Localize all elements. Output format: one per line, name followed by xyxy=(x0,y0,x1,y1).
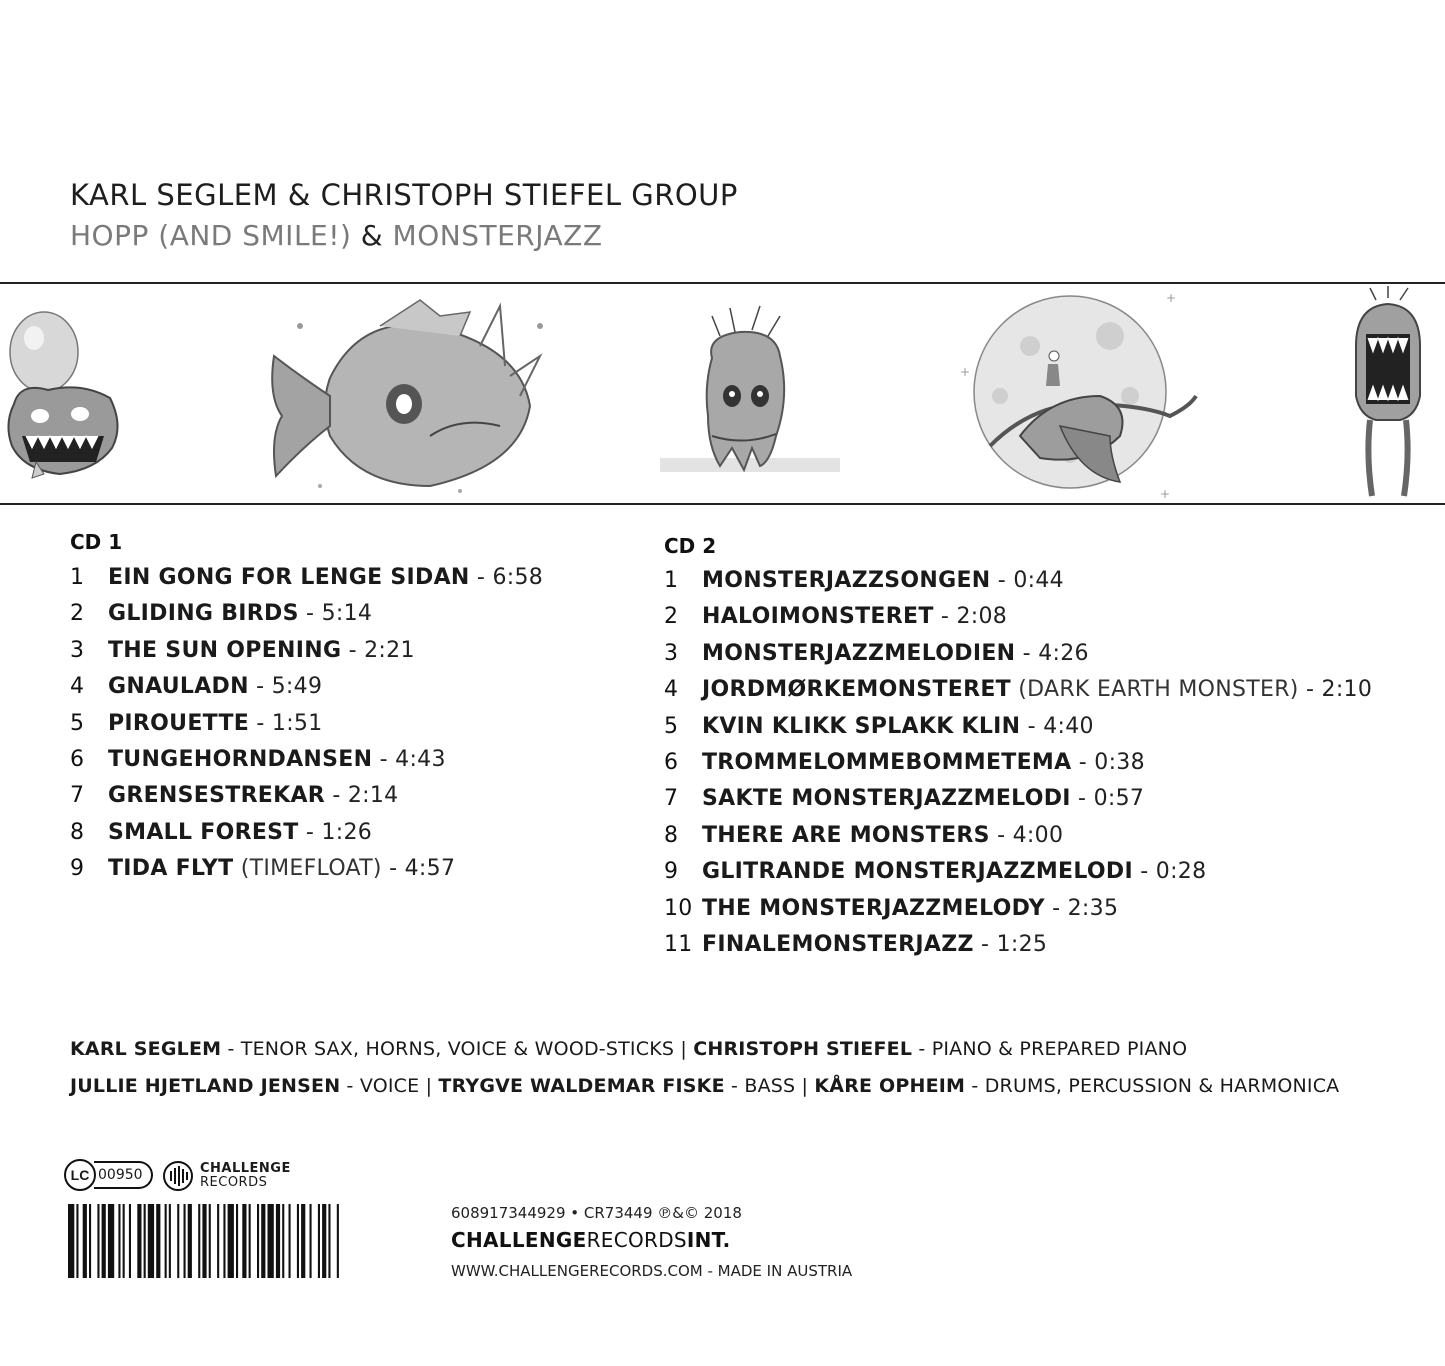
balloon-monster-icon xyxy=(8,312,117,478)
barcode-bar xyxy=(156,1204,160,1278)
track-row xyxy=(664,781,1144,817)
barcode-bar xyxy=(177,1204,179,1278)
track-title: TUNGEHORNDANSEN xyxy=(108,747,373,772)
track-duration: - 0:44 xyxy=(990,568,1064,593)
track-row xyxy=(70,669,322,705)
track-duration: - 0:38 xyxy=(1071,750,1145,775)
track-number: 11 xyxy=(664,932,693,957)
track-row xyxy=(70,596,372,632)
soundwave-icon xyxy=(162,1160,194,1192)
musician-role: - TENOR SAX, HORNS, VOICE & WOOD-STICKS | xyxy=(221,1038,694,1060)
track-title: GNAULADN xyxy=(108,674,249,700)
track-duration: - 4:26 xyxy=(1015,640,1089,666)
illustration-strip xyxy=(0,286,1445,502)
barcode-bar xyxy=(276,1204,280,1278)
barcode-bar xyxy=(188,1204,192,1278)
lc-circle-icon: LC xyxy=(64,1159,96,1191)
track-title: SAKTE MONSTERJAZZMELODI xyxy=(702,786,1071,812)
svg-text:+: + xyxy=(1166,291,1177,305)
track-title: THE MONSTERJAZZMELODY xyxy=(702,895,1045,921)
track-number: 7 xyxy=(664,786,679,812)
track-row xyxy=(664,709,1094,745)
track-duration: - 1:26 xyxy=(298,819,373,845)
track-title: THE SUN OPENING xyxy=(108,637,342,663)
barcode-bar xyxy=(76,1204,78,1278)
track-duration: - 2:08 xyxy=(933,604,1008,630)
barcode-bar xyxy=(184,1204,186,1278)
track-title: GLIDING BIRDS xyxy=(108,601,299,627)
track-number: 5 xyxy=(70,710,85,736)
track-row xyxy=(664,891,1118,927)
track-number: 8 xyxy=(664,822,679,848)
barcode-bar xyxy=(242,1204,246,1278)
bottom-divider xyxy=(0,503,1445,505)
svg-text:+: + xyxy=(1160,487,1171,501)
barcode-bar xyxy=(148,1204,154,1278)
track-number: 4 xyxy=(70,674,85,700)
barcode-bar xyxy=(217,1204,219,1278)
website-origin: WWW.CHALLENGERECORDS.COM - MADE IN AUSTRIA xyxy=(451,1262,853,1280)
barcode-bar xyxy=(83,1204,87,1278)
musician-name: CHRISTOPH STIEFEL xyxy=(693,1038,913,1060)
label-name-regular: RECORDS xyxy=(586,1228,687,1252)
track-duration: - 4:40 xyxy=(1020,713,1094,739)
musician-name: KÅRE OPHEIM xyxy=(814,1075,966,1097)
challenge-records-logo xyxy=(162,1160,291,1192)
cd2-tracklist xyxy=(664,563,1424,963)
track-title: MONSTERJAZZMELODIEN xyxy=(702,640,1016,666)
barcode-bar xyxy=(108,1204,114,1278)
artist-name: KARL SEGLEM & CHRISTOPH STIEFEL GROUP xyxy=(70,178,738,212)
barcode-bar xyxy=(228,1204,234,1278)
label-name xyxy=(451,1228,731,1252)
track-duration: - 0:28 xyxy=(1132,859,1207,885)
cd1-heading: CD 1 xyxy=(70,530,123,554)
barcode-bar xyxy=(223,1204,225,1278)
track-duration: - 2:35 xyxy=(1044,895,1119,921)
barcode-bar xyxy=(118,1204,120,1278)
track-row xyxy=(664,745,1145,781)
barcode-bar xyxy=(268,1204,274,1278)
track-row xyxy=(70,815,372,851)
track-title: SMALL FOREST xyxy=(108,819,299,845)
barcode-bar xyxy=(202,1204,206,1278)
track-row xyxy=(664,927,1047,963)
track-row xyxy=(70,706,323,742)
barcode-bar xyxy=(310,1204,312,1278)
musician-role: - BASS | xyxy=(724,1075,815,1097)
track-number: 2 xyxy=(70,601,85,627)
cd2-heading: CD 2 xyxy=(664,534,717,558)
track-number: 6 xyxy=(664,750,679,775)
track-title: THERE ARE MONSTERS xyxy=(702,822,990,848)
barcode-bar xyxy=(165,1204,167,1278)
logo-challenge-text: CHALLENGE xyxy=(200,1161,291,1176)
barcode-bar xyxy=(318,1204,320,1278)
musician-role: - VOICE | xyxy=(340,1075,439,1097)
track-row xyxy=(664,636,1089,672)
lc-code: 00950 xyxy=(94,1161,153,1189)
barcode-bar xyxy=(89,1204,91,1278)
track-duration: - 2:21 xyxy=(341,637,415,663)
barcode-bar xyxy=(123,1204,125,1278)
track-number: 5 xyxy=(664,713,679,739)
barcode-bar xyxy=(297,1204,299,1278)
track-duration: - 4:57 xyxy=(381,856,456,882)
track-title: EIN GONG FOR LENGE SIDAN xyxy=(108,565,470,590)
track-duration: - 2:10 xyxy=(1298,677,1373,703)
barcode-bar xyxy=(322,1204,326,1278)
track-row xyxy=(70,560,543,596)
track-title: JORDMØRKEMONSTERET xyxy=(702,677,1011,703)
label-code-logo xyxy=(64,1160,153,1190)
barcode-bar xyxy=(209,1204,211,1278)
barcode-bar xyxy=(249,1204,251,1278)
track-duration: - 2:14 xyxy=(325,783,399,809)
barcode-bar xyxy=(198,1204,200,1278)
barcode-bar xyxy=(102,1204,106,1278)
track-number: 9 xyxy=(664,859,679,885)
barcode-bar xyxy=(144,1204,146,1278)
track-duration: - 0:57 xyxy=(1070,786,1145,812)
track-number: 9 xyxy=(70,856,85,882)
moon-dragon-icon xyxy=(960,291,1196,501)
barcode-bar xyxy=(289,1204,291,1278)
barcode-bar xyxy=(328,1204,330,1278)
track-row xyxy=(664,563,1064,599)
track-number: 6 xyxy=(70,747,85,772)
musician-role: - PIANO & PREPARED PIANO xyxy=(912,1038,1188,1060)
track-number: 3 xyxy=(664,640,679,666)
track-subtitle: (DARK EARTH MONSTER) xyxy=(1010,677,1299,703)
catalog-info: 608917344929 • CR73449 ℗&© 2018 xyxy=(451,1204,742,1222)
track-title: TROMMELOMMEBOMMETEMA xyxy=(702,750,1072,775)
track-duration: - 1:51 xyxy=(249,710,323,736)
track-duration: - 1:25 xyxy=(973,932,1048,957)
track-row xyxy=(664,599,1007,635)
track-title: KVIN KLIKK SPLAKK KLIN xyxy=(702,713,1021,739)
label-name-bold: CHALLENGE xyxy=(451,1228,587,1252)
track-number: 7 xyxy=(70,783,85,809)
track-number: 4 xyxy=(664,677,679,703)
track-duration: - 5:49 xyxy=(248,674,323,700)
barcode-bar xyxy=(236,1204,238,1278)
track-duration: - 4:43 xyxy=(372,747,446,772)
track-duration: - 6:58 xyxy=(469,565,544,590)
album-title-ampersand: & xyxy=(360,219,384,252)
album-title-part1: HOPP (AND SMILE!) xyxy=(70,219,352,252)
track-title: PIROUETTE xyxy=(108,710,250,736)
fish-monster-icon xyxy=(272,300,543,493)
barcode-bar xyxy=(301,1204,305,1278)
barcode-bar xyxy=(97,1204,99,1278)
long-legged-mouth-monster-icon xyxy=(1356,286,1420,496)
track-number: 8 xyxy=(70,819,85,845)
barcode-bar xyxy=(261,1204,265,1278)
barcode-bar xyxy=(282,1204,284,1278)
track-title: HALOIMONSTERET xyxy=(702,604,934,630)
barcode xyxy=(68,1204,432,1278)
track-number: 1 xyxy=(664,568,679,593)
track-row xyxy=(70,742,446,778)
musician-name: KARL SEGLEM xyxy=(70,1038,222,1060)
album-title xyxy=(70,219,603,252)
credits-line-1 xyxy=(70,1038,1187,1060)
track-subtitle: (TIMEFLOAT) xyxy=(233,856,382,882)
track-title: GLITRANDE MONSTERJAZZMELODI xyxy=(702,859,1133,885)
track-row xyxy=(70,851,455,887)
track-title: GRENSESTREKAR xyxy=(108,783,326,809)
album-title-part2: MONSTERJAZZ xyxy=(392,219,603,252)
svg-text:+: + xyxy=(960,365,971,379)
track-row xyxy=(70,633,415,669)
track-duration: - 5:14 xyxy=(298,601,373,627)
track-row xyxy=(664,672,1372,708)
track-number: 1 xyxy=(70,565,85,590)
track-title: MONSTERJAZZSONGEN xyxy=(702,568,991,593)
label-name-suffix: INT. xyxy=(686,1228,731,1252)
track-number: 3 xyxy=(70,637,85,663)
barcode-bar xyxy=(68,1204,74,1278)
cd1-tracklist xyxy=(70,560,630,890)
track-number: 10 xyxy=(664,895,693,921)
track-title: FINALEMONSTERJAZZ xyxy=(702,932,974,957)
track-row xyxy=(664,818,1063,854)
barcode-bar xyxy=(257,1204,259,1278)
track-duration: - 4:00 xyxy=(989,822,1064,848)
track-title: TIDA FLYT xyxy=(108,856,234,882)
top-divider xyxy=(0,282,1445,284)
credits-line-2 xyxy=(70,1075,1339,1097)
barcode-bar xyxy=(137,1204,141,1278)
musician-role: - DRUMS, PERCUSSION & HARMONICA xyxy=(965,1075,1340,1097)
musician-name: JULLIE HJETLAND JENSEN xyxy=(70,1075,341,1097)
hairy-blob-monster-icon xyxy=(660,306,840,472)
track-number: 2 xyxy=(664,604,679,630)
track-row xyxy=(70,778,398,814)
barcode-bar xyxy=(169,1204,171,1278)
musician-name: TRYGVE WALDEMAR FISKE xyxy=(438,1075,725,1097)
track-row xyxy=(664,854,1206,890)
logo-records-text: RECORDS xyxy=(200,1175,268,1190)
barcode-bar xyxy=(337,1204,339,1278)
barcode-bar xyxy=(129,1204,131,1278)
